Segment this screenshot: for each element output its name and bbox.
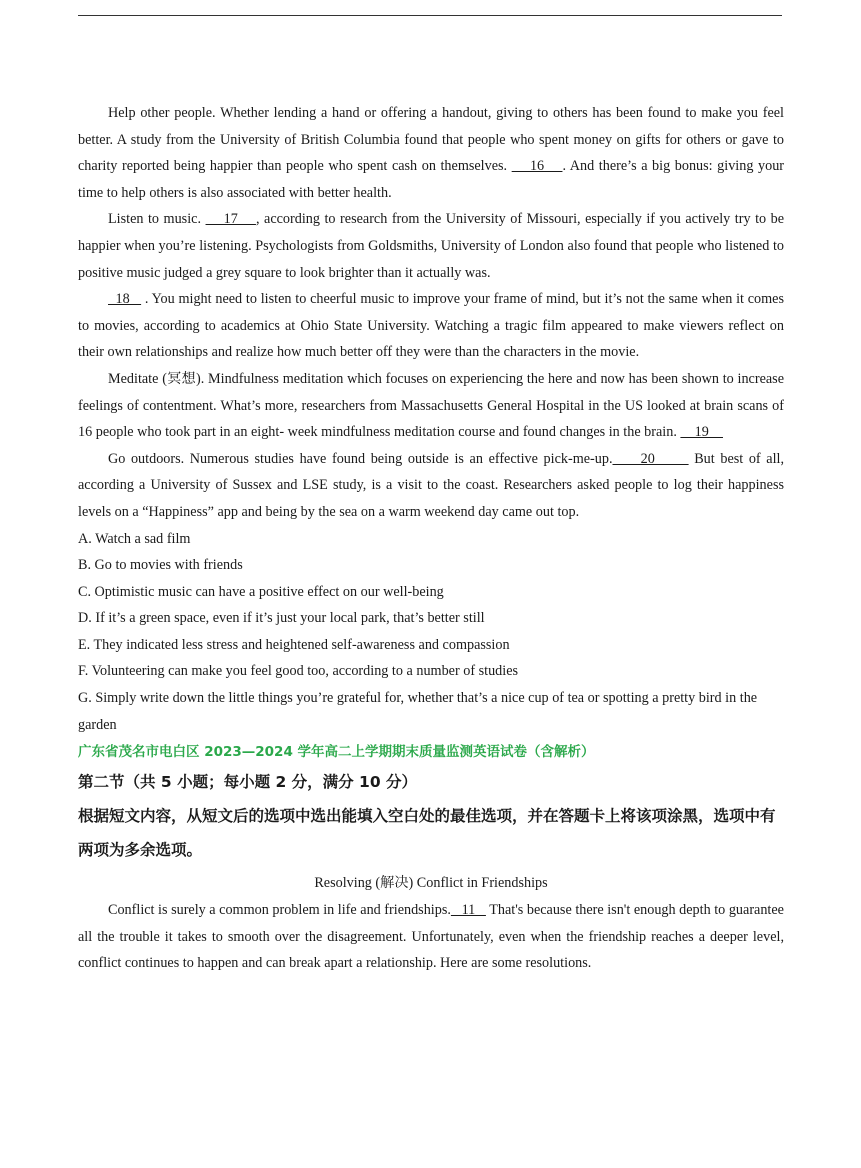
paragraph-sad-film <box>78 286 784 366</box>
blank-20: 20 <box>612 450 689 467</box>
paragraph-text: . And there’s a big bonus: giving your time to help others is also associated with better health. <box>78 158 785 201</box>
paragraph-help-others <box>78 100 784 206</box>
blank-18: 18 <box>108 291 142 308</box>
options-list <box>78 526 784 739</box>
paragraph-text: Help other people. Whether lending a hand or offering a handout, giving to others has been found to make you feel better. A study from the University of British Columbia found that people who spent money on gifts for others or gave to charity reported being happier than people who spent cash on themselves. <box>78 105 784 175</box>
passage-title: Resolving (解决) Conflict in Friendships <box>314 875 548 892</box>
paragraph-text: Listen to music. <box>108 211 206 228</box>
paragraph-text: That's because there isn't enough depth to guarantee all the trouble it takes to smooth over the disagreement. Unfortunately, even when the friendship reaches a deeper level, conflict continues to happen and can break apart a relationship. Here are some resolutions. <box>78 902 784 972</box>
option-b: B. Go to movies with friends <box>78 557 243 574</box>
paragraph-listen-music <box>78 206 784 286</box>
document-body <box>78 100 784 977</box>
option-c: C. Optimistic music can have a positive effect on our well-being <box>78 583 444 600</box>
option-a: A. Watch a sad film <box>78 530 191 547</box>
paragraph-text: . You might need to listen to cheerful music to improve your frame of mind, but it’s not the same when it comes to movies, according to academics at Ohio State University. Watching a tragic film appeared to make viewers reflect on their own relationships and realize how much better off they were than the characters in the movie. <box>78 291 785 361</box>
paragraph-text: Meditate (冥想). Mindfulness meditation which focuses on experiencing the here and now has been shown to increase feelings of contentment. What’s more, researchers from Massachusetts General Hospital in the US looked at brain scans of 16 people who took part in an eight- week mindfulness meditation course and found changes in the brain. <box>78 370 784 441</box>
section-heading: 第二节（共 5 小题；每小题 2 分，满分 10 分） <box>78 773 418 792</box>
blank-19: 19 <box>680 424 723 441</box>
header-rule <box>78 15 782 16</box>
source-line: 广东省茂名市电白区 2023—2024 学年高二上学期期末质量监测英语试卷（含解析） <box>78 744 595 761</box>
blank-16: 16 <box>511 158 563 175</box>
paragraph-meditate <box>78 366 784 446</box>
paragraph-text: , according to research from the University of Missouri, especially if you actively try to be happier when you’re listening. Psychologists from Goldsmiths, University of London also found that people who listened to positive music judged a grey square to look brighter than it actually was. <box>78 211 785 281</box>
option-d: D. If it’s a green space, even if it’s just your local park, that’s better still <box>78 610 485 627</box>
paragraph-conflict <box>78 897 784 977</box>
option-f: F. Volunteering can make you feel good too, according to a number of studies <box>78 663 519 680</box>
option-g: G. Simply write down the little things you’re grateful for, whether that’s a nice cup of tea or spotting a pretty bird in the garden <box>78 690 758 733</box>
blank-11: 11 <box>450 902 486 919</box>
option-e: E. They indicated less stress and heightened self-awareness and compassion <box>78 636 510 653</box>
blank-17: 17 <box>205 211 256 228</box>
paragraph-text: But best of all, according a University of Sussex and LSE study, is a visit to the coast. Researchers asked people to log their happiness levels on a “Happiness” app and being by the sea on a warm weekend day came out top. <box>78 450 784 520</box>
paragraph-text: Go outdoors. Numerous studies have found being outside is an effective pick-me-up. <box>108 450 613 467</box>
paragraph-text: Conflict is surely a common problem in life and friendships. <box>108 902 451 919</box>
paragraph-outdoors <box>78 446 784 526</box>
section-instructions: 根据短文内容，从短文后的选项中选出能填入空白处的最佳选项，并在答题卡上将该项涂黑，选项中有两项为多余选项。 <box>78 807 776 860</box>
